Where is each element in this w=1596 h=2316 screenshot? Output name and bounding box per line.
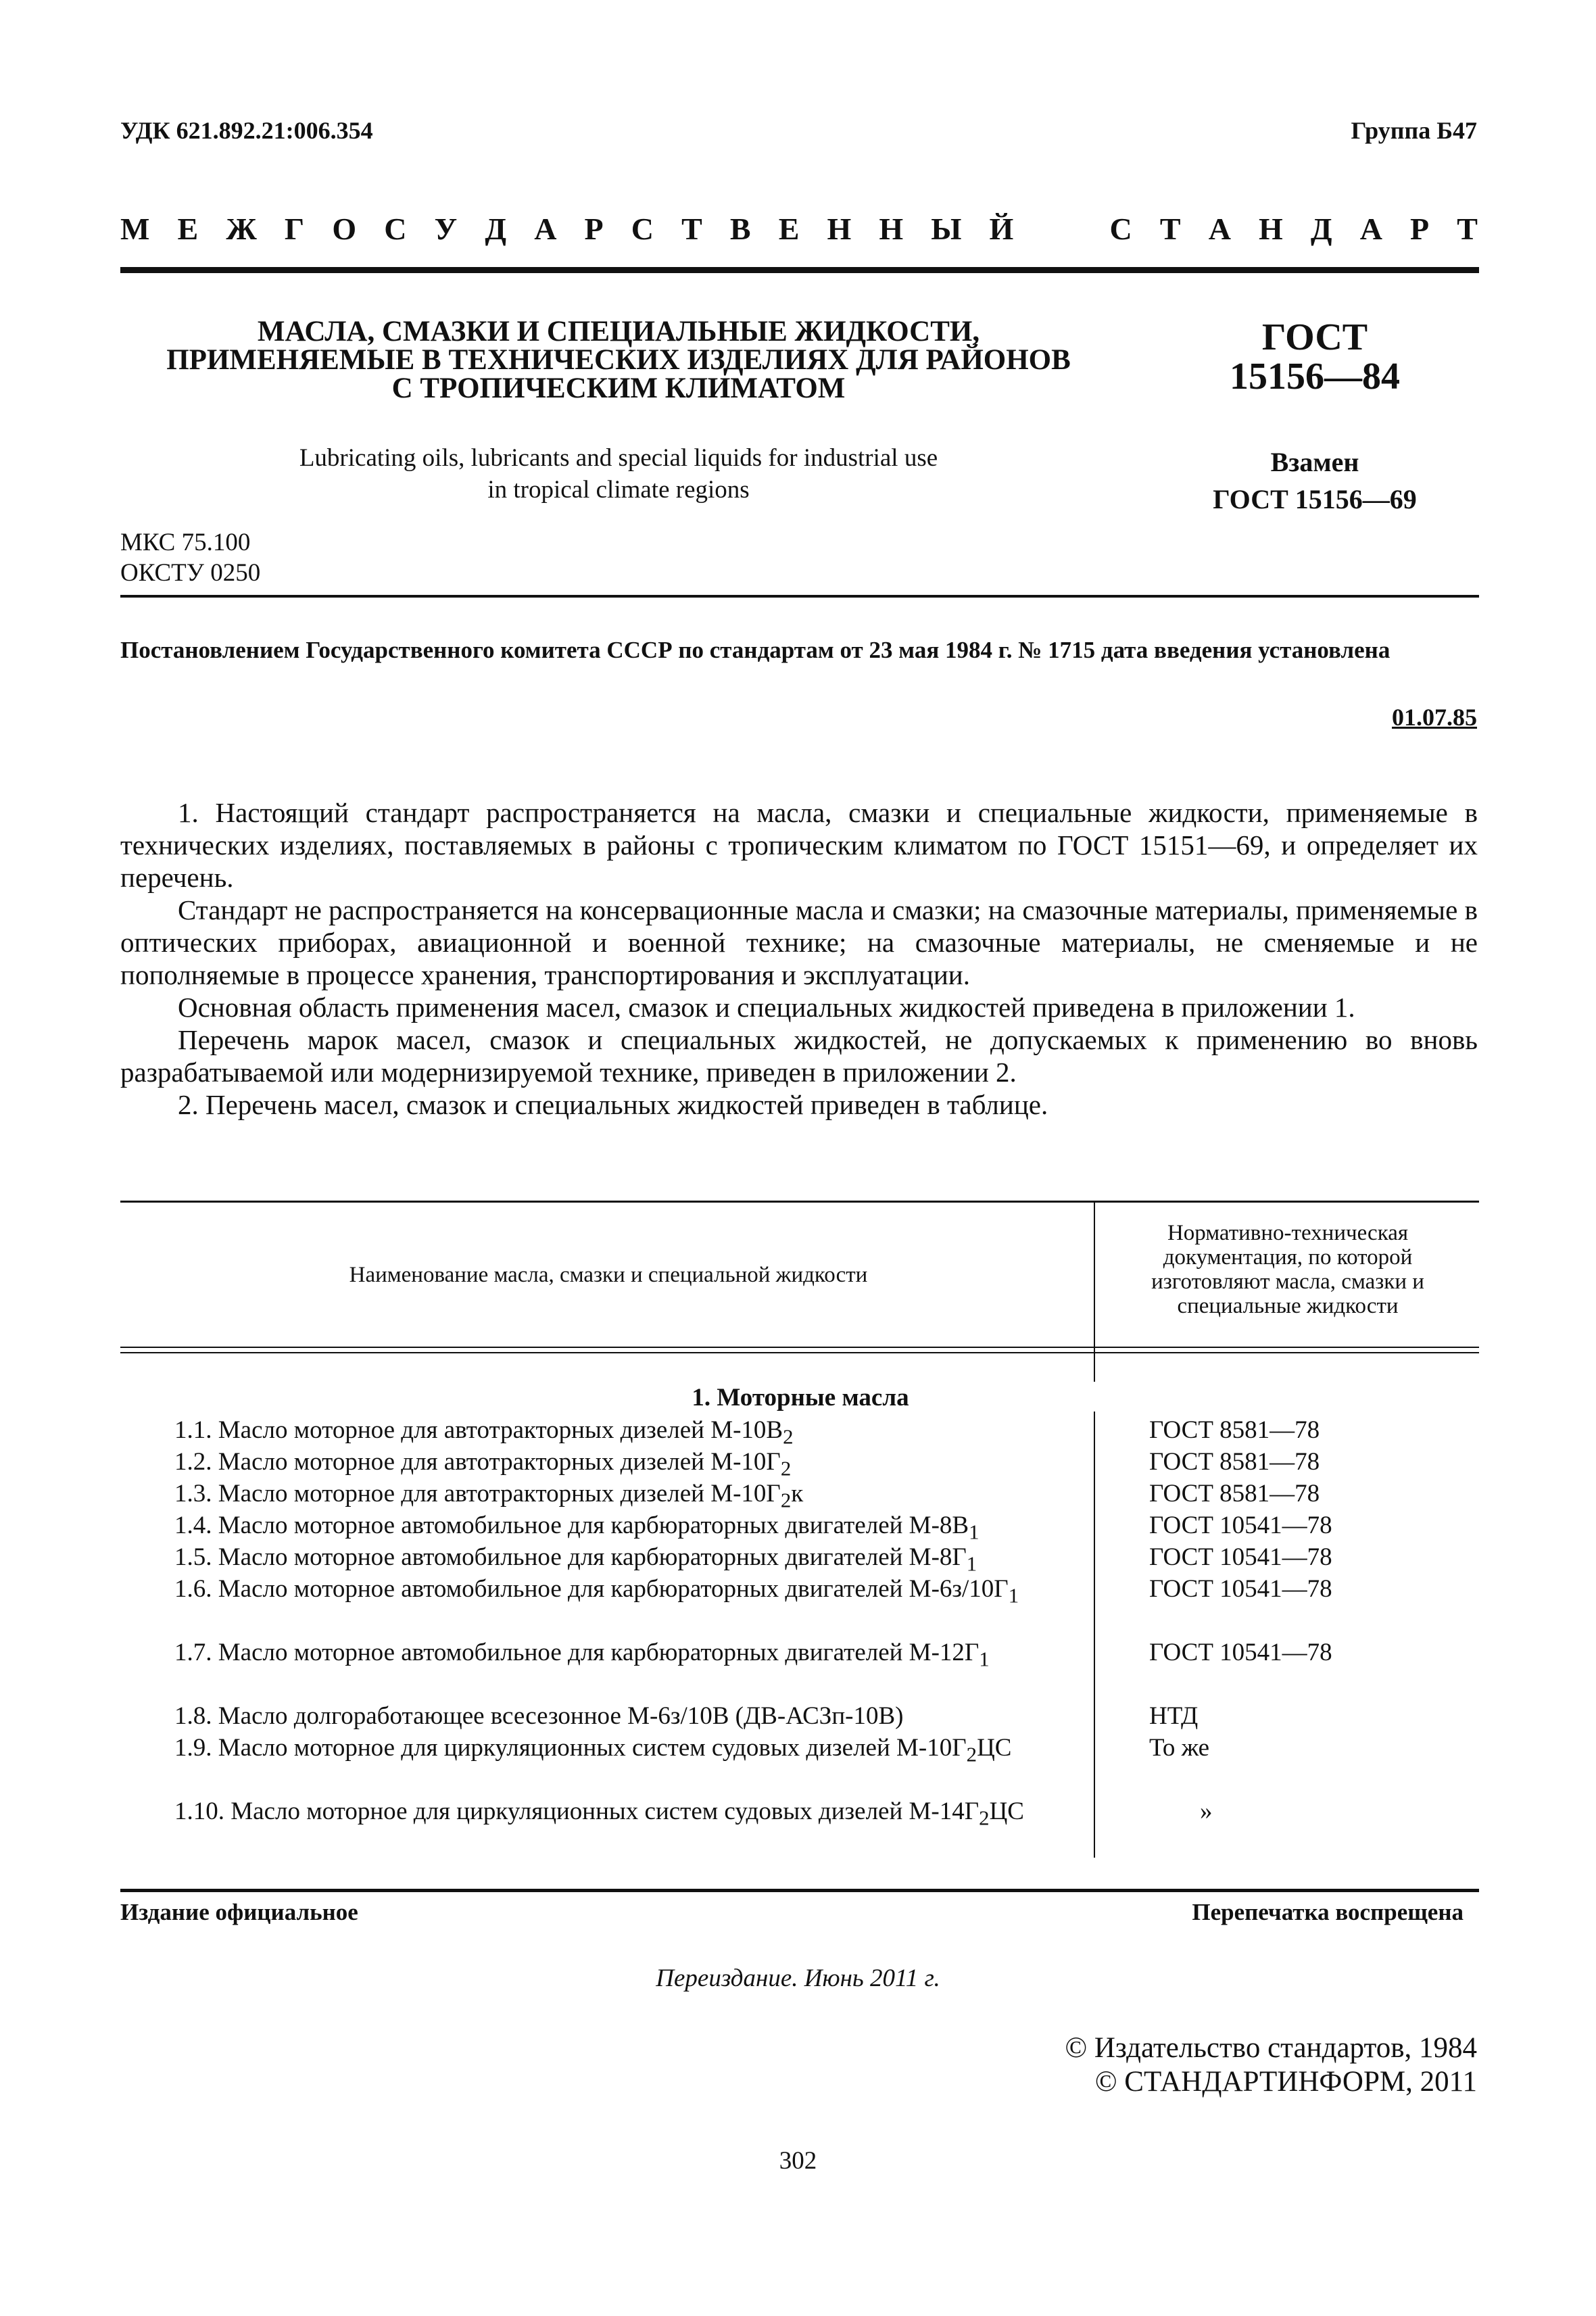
row-subscript: 2 xyxy=(780,1457,792,1480)
banner-letter: Н xyxy=(1259,212,1283,246)
banner-letter: О xyxy=(332,212,357,246)
row-name: Масло моторное для циркуляционных систем судовых дизелей М-10Г xyxy=(218,1734,967,1762)
classification-codes xyxy=(120,527,260,588)
standard-title xyxy=(122,318,1115,403)
table-row xyxy=(120,1637,1088,1675)
row-subscript: 1 xyxy=(969,1520,980,1544)
title-line: МАСЛА, СМАЗКИ И СПЕЦИАЛЬНЫЕ ЖИДКОСТИ, xyxy=(257,316,980,347)
gost-label: ГОСТ xyxy=(1261,316,1368,358)
banner-letter: Ж xyxy=(226,212,257,246)
english-title-line: Lubricating oils, lubricants and special liquids for industrial use xyxy=(299,444,938,472)
banner-letter: Р xyxy=(584,212,604,246)
banner-letter: В xyxy=(729,212,751,246)
row-suffix: ЦС xyxy=(977,1734,1012,1762)
banner-letter: С xyxy=(1109,212,1132,246)
column-header-line: Нормативно-техническая xyxy=(1167,1221,1409,1245)
row-number: 1.3. xyxy=(174,1480,212,1507)
row-subscript: 2 xyxy=(783,1425,794,1449)
row-name: Масло моторное автомобильное для карбюраторных двигателей М-6з/10Г xyxy=(218,1575,1009,1603)
banner-rule xyxy=(120,267,1479,273)
row-subscript: 2 xyxy=(966,1743,977,1766)
row-suffix: ЦС xyxy=(989,1798,1024,1825)
row-doc: » xyxy=(1200,1798,1213,1825)
group-code: Группа Б47 xyxy=(1351,117,1477,144)
column-header-line: документация, по которой xyxy=(1163,1245,1413,1270)
banner-letter: Р xyxy=(1410,212,1430,246)
banner-letter: Т xyxy=(1159,212,1181,246)
title-line: С ТРОПИЧЕСКИМ КЛИМАТОМ xyxy=(391,372,846,404)
banner-letter: А xyxy=(534,212,557,246)
row-number: 1.10. xyxy=(174,1798,224,1825)
table-top-rule xyxy=(120,1201,1479,1203)
banner-letter: Н xyxy=(879,212,904,246)
reissue-note: Переиздание. Июнь 2011 г. xyxy=(656,1964,940,1992)
column-header-line: специальные жидкости xyxy=(1177,1294,1399,1318)
row-name: Масло моторное для циркуляционных систем судовых дизелей М-14Г xyxy=(231,1798,980,1825)
paragraph: Основная область применения масел, смазок и специальных жидкостей приведена в приложении 1. xyxy=(178,992,1355,1023)
row-number: 1.6. xyxy=(174,1575,212,1603)
banner-letter: Д xyxy=(1310,212,1332,246)
row-name: Масло моторное автомобильное для карбюраторных двигателей М-12Г xyxy=(218,1639,980,1666)
row-doc: ГОСТ 10541—78 xyxy=(1149,1543,1332,1571)
row-subscript: 1 xyxy=(1008,1584,1019,1608)
introduction-date: 01.07.85 xyxy=(1392,704,1477,731)
row-subscript: 1 xyxy=(979,1647,990,1671)
english-title xyxy=(122,442,1115,506)
gost-number: 15156—84 xyxy=(1230,356,1400,397)
official-edition-label: Издание официальное xyxy=(120,1899,358,1925)
replaces-value: ГОСТ 15156—69 xyxy=(1213,484,1417,514)
english-title-line: in tropical climate regions xyxy=(487,476,750,504)
header-column-divider xyxy=(1094,1201,1095,1382)
page-number: 302 xyxy=(779,2147,817,2175)
header-double-rule-top xyxy=(120,1347,1479,1348)
replaces-block xyxy=(1149,443,1480,518)
row-subscript: 1 xyxy=(966,1552,977,1576)
column-header-doc xyxy=(1096,1221,1479,1318)
paragraph: Перечень марок масел, смазок и специальных жидкостей, не допускаемых к применению во вновь разрабатываемой или модернизируемой технике, приведен в приложении 2. xyxy=(120,1024,1478,1088)
body-column-divider xyxy=(1094,1412,1095,1858)
header-double-rule-bottom xyxy=(120,1352,1479,1353)
banner-letter: С xyxy=(384,212,407,246)
row-doc: ГОСТ 8581—78 xyxy=(1149,1448,1320,1476)
banner-gap xyxy=(1041,211,1082,247)
paragraph: Стандарт не распространяется на консервационные масла и смазки; на смазочные материалы, применяемые в оптических приборах, авиационной и военной технике; на смазочные материалы, не сменяемые и не пополняемые в процессе хранения, транспортирования и эксплуатации. xyxy=(120,894,1478,990)
interstate-standard-banner xyxy=(120,211,1478,247)
title-rule xyxy=(120,595,1479,598)
section-title-motor-oils: 1. Моторные масла xyxy=(692,1384,909,1412)
gost-designation xyxy=(1149,318,1480,396)
row-suffix: к xyxy=(791,1480,804,1507)
row-doc: ГОСТ 8581—78 xyxy=(1149,1480,1320,1507)
banner-letter: Н xyxy=(827,212,852,246)
paragraph: 2. Перечень масел, смазок и специальных жидкостей приведен в таблице. xyxy=(178,1089,1048,1120)
table-row xyxy=(120,1732,1088,1770)
banner-letter: Г xyxy=(284,212,305,246)
row-name: Масло моторное для автотракторных дизелей М-10Г xyxy=(218,1480,781,1507)
banner-letter: С xyxy=(631,212,654,246)
row-doc: ГОСТ 10541—78 xyxy=(1149,1639,1332,1666)
banner-letter: Т xyxy=(1457,212,1478,246)
banner-letter: Е xyxy=(778,212,800,246)
mks-code: МКС 75.100 xyxy=(120,529,251,556)
row-doc: ГОСТ 8581—78 xyxy=(1149,1416,1320,1444)
row-name: Масло моторное для автотракторных дизелей М-10Г xyxy=(218,1448,781,1476)
row-number: 1.8. xyxy=(174,1702,212,1730)
column-header-line: изготовляют масла, смазки и xyxy=(1151,1270,1424,1294)
row-doc: ГОСТ 10541—78 xyxy=(1149,1512,1332,1539)
banner-letter: Д xyxy=(485,212,507,246)
decree-text: Постановлением Государственного комитета СССР по стандартам от 23 мая 1984 г. № 1715 дата введения установлена xyxy=(120,637,1391,663)
row-number: 1.5. xyxy=(174,1543,212,1571)
banner-letter: У xyxy=(434,212,458,246)
banner-letter: Й xyxy=(989,212,1014,246)
row-number: 1.7. xyxy=(174,1639,212,1666)
copyright-block xyxy=(1065,2031,1477,2099)
table-row xyxy=(120,1573,1088,1612)
body-text xyxy=(120,796,1478,1121)
banner-letter: А xyxy=(1208,212,1231,246)
banner-letter: Ы xyxy=(931,212,962,246)
row-number: 1.9. xyxy=(174,1734,212,1762)
row-name: Масло долгоработающее всесезонное М-6з/10В (ДВ-АСЗп-10В) xyxy=(218,1702,904,1730)
row-name: Масло моторное автомобильное для карбюраторных двигателей М-8Г xyxy=(218,1543,967,1571)
copyright-line: © Издательство стандартов, 1984 xyxy=(1065,2032,1477,2064)
udk-code: УДК 621.892.21:006.354 xyxy=(120,117,373,144)
replaces-label: Взамен xyxy=(1270,447,1359,477)
row-doc: НТД xyxy=(1149,1702,1199,1730)
reprint-prohibited-label: Перепечатка воспрещена xyxy=(1192,1899,1464,1925)
banner-letter: А xyxy=(1359,212,1382,246)
row-subscript: 2 xyxy=(780,1489,792,1512)
row-number: 1.4. xyxy=(174,1512,212,1539)
copyright-line: © СТАНДАРТИНФОРМ, 2011 xyxy=(1094,2066,1477,2098)
banner-letter: Т xyxy=(681,212,702,246)
footer-rule xyxy=(120,1889,1479,1892)
banner-letter: М xyxy=(120,212,150,246)
row-subscript: 2 xyxy=(979,1806,990,1830)
row-doc: То же xyxy=(1149,1734,1210,1762)
title-line: ПРИМЕНЯЕМЫЕ В ТЕХНИЧЕСКИХ ИЗДЕЛИЯХ ДЛЯ РАЙОНОВ xyxy=(166,344,1071,376)
column-header-name: Наименование масла, смазки и специальной жидкости xyxy=(349,1263,868,1287)
table-row xyxy=(120,1795,1088,1834)
okstu-code: ОКСТУ 0250 xyxy=(120,559,261,587)
row-name: Масло моторное автомобильное для карбюраторных двигателей М-8В xyxy=(218,1512,969,1539)
paragraph: 1. Настоящий стандарт распространяется на масла, смазки и специальные жидкости, применяемые в технических изделиях, поставляемых в районы с тропическим климатом по ГОСТ 15151—69, и определяет их перечень. xyxy=(120,797,1478,893)
row-name: Масло моторное для автотракторных дизелей М-10В xyxy=(218,1416,783,1444)
row-number: 1.1. xyxy=(174,1416,212,1444)
row-doc: ГОСТ 10541—78 xyxy=(1149,1575,1332,1603)
banner-letter: Е xyxy=(177,212,199,246)
row-number: 1.2. xyxy=(174,1448,212,1476)
